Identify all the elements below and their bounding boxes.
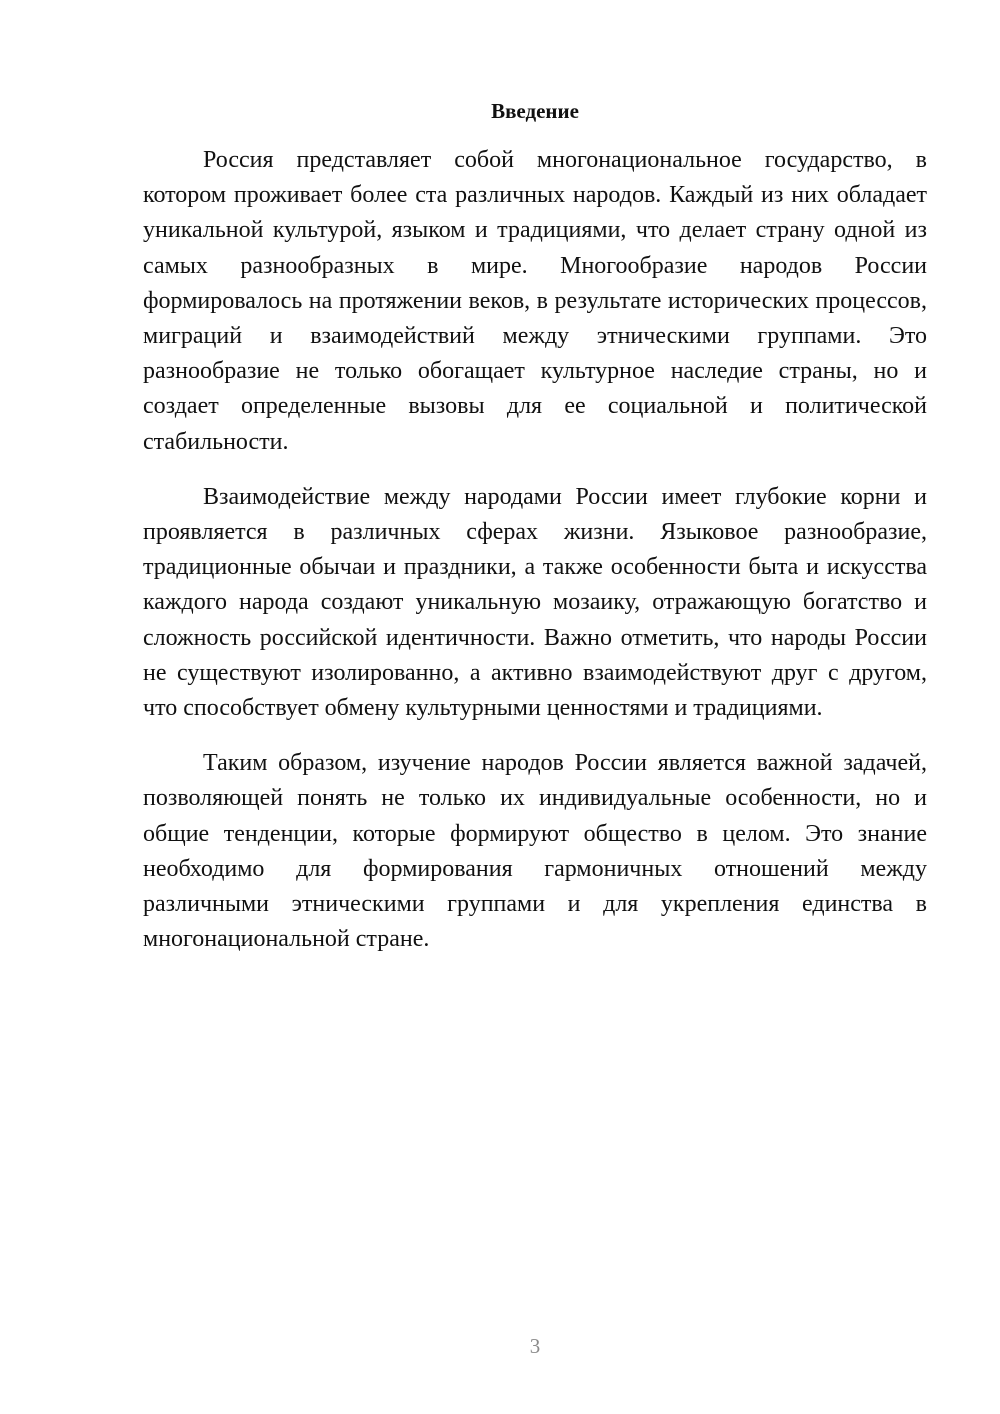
- body-text: [143, 143, 927, 977]
- paragraph-3: Таким образом, изучение народов России является важной задачей, позволяющей понять не только их индивидуальные особенности, но и общие тенденции, которые формируют общество в целом. Это знание необходимо для формирования гармоничных отношений между различными этническими группами и для укрепления единства в многонациональной стране.: [143, 750, 927, 953]
- section-heading: Введение: [491, 99, 579, 123]
- paragraph-2: Взаимодействие между народами России имеет глубокие корни и проявляется в различных сферах жизни. Языковое разнообразие, традиционные обычаи и праздники, а также особенности быта и искусства каждого народа создают уникальную мозаику, отражающую богатство и сложность российской идентичности. Важно отметить, что народы России не существуют изолированно, а активно взаимодействуют друг с другом, что способствует обмену культурными ценностями и традициями.: [143, 483, 927, 722]
- page-number: 3: [529, 1334, 541, 1358]
- paragraph-1: Россия представляет собой многонациональное государство, в котором проживает более ста различных народов. Каждый из них обладает уникальной культурой, языком и традициями, что делает страну одной из самых разнообразных в мире. Многообразие народов России формировалось на протяжении веков, в результате исторических процессов, миграций и взаимодействий между этническими группами. Это разнообразие не только обогащает культурное наследие страны, но и создает определенные вызовы для ее социальной и политической стабильности.: [143, 147, 927, 455]
